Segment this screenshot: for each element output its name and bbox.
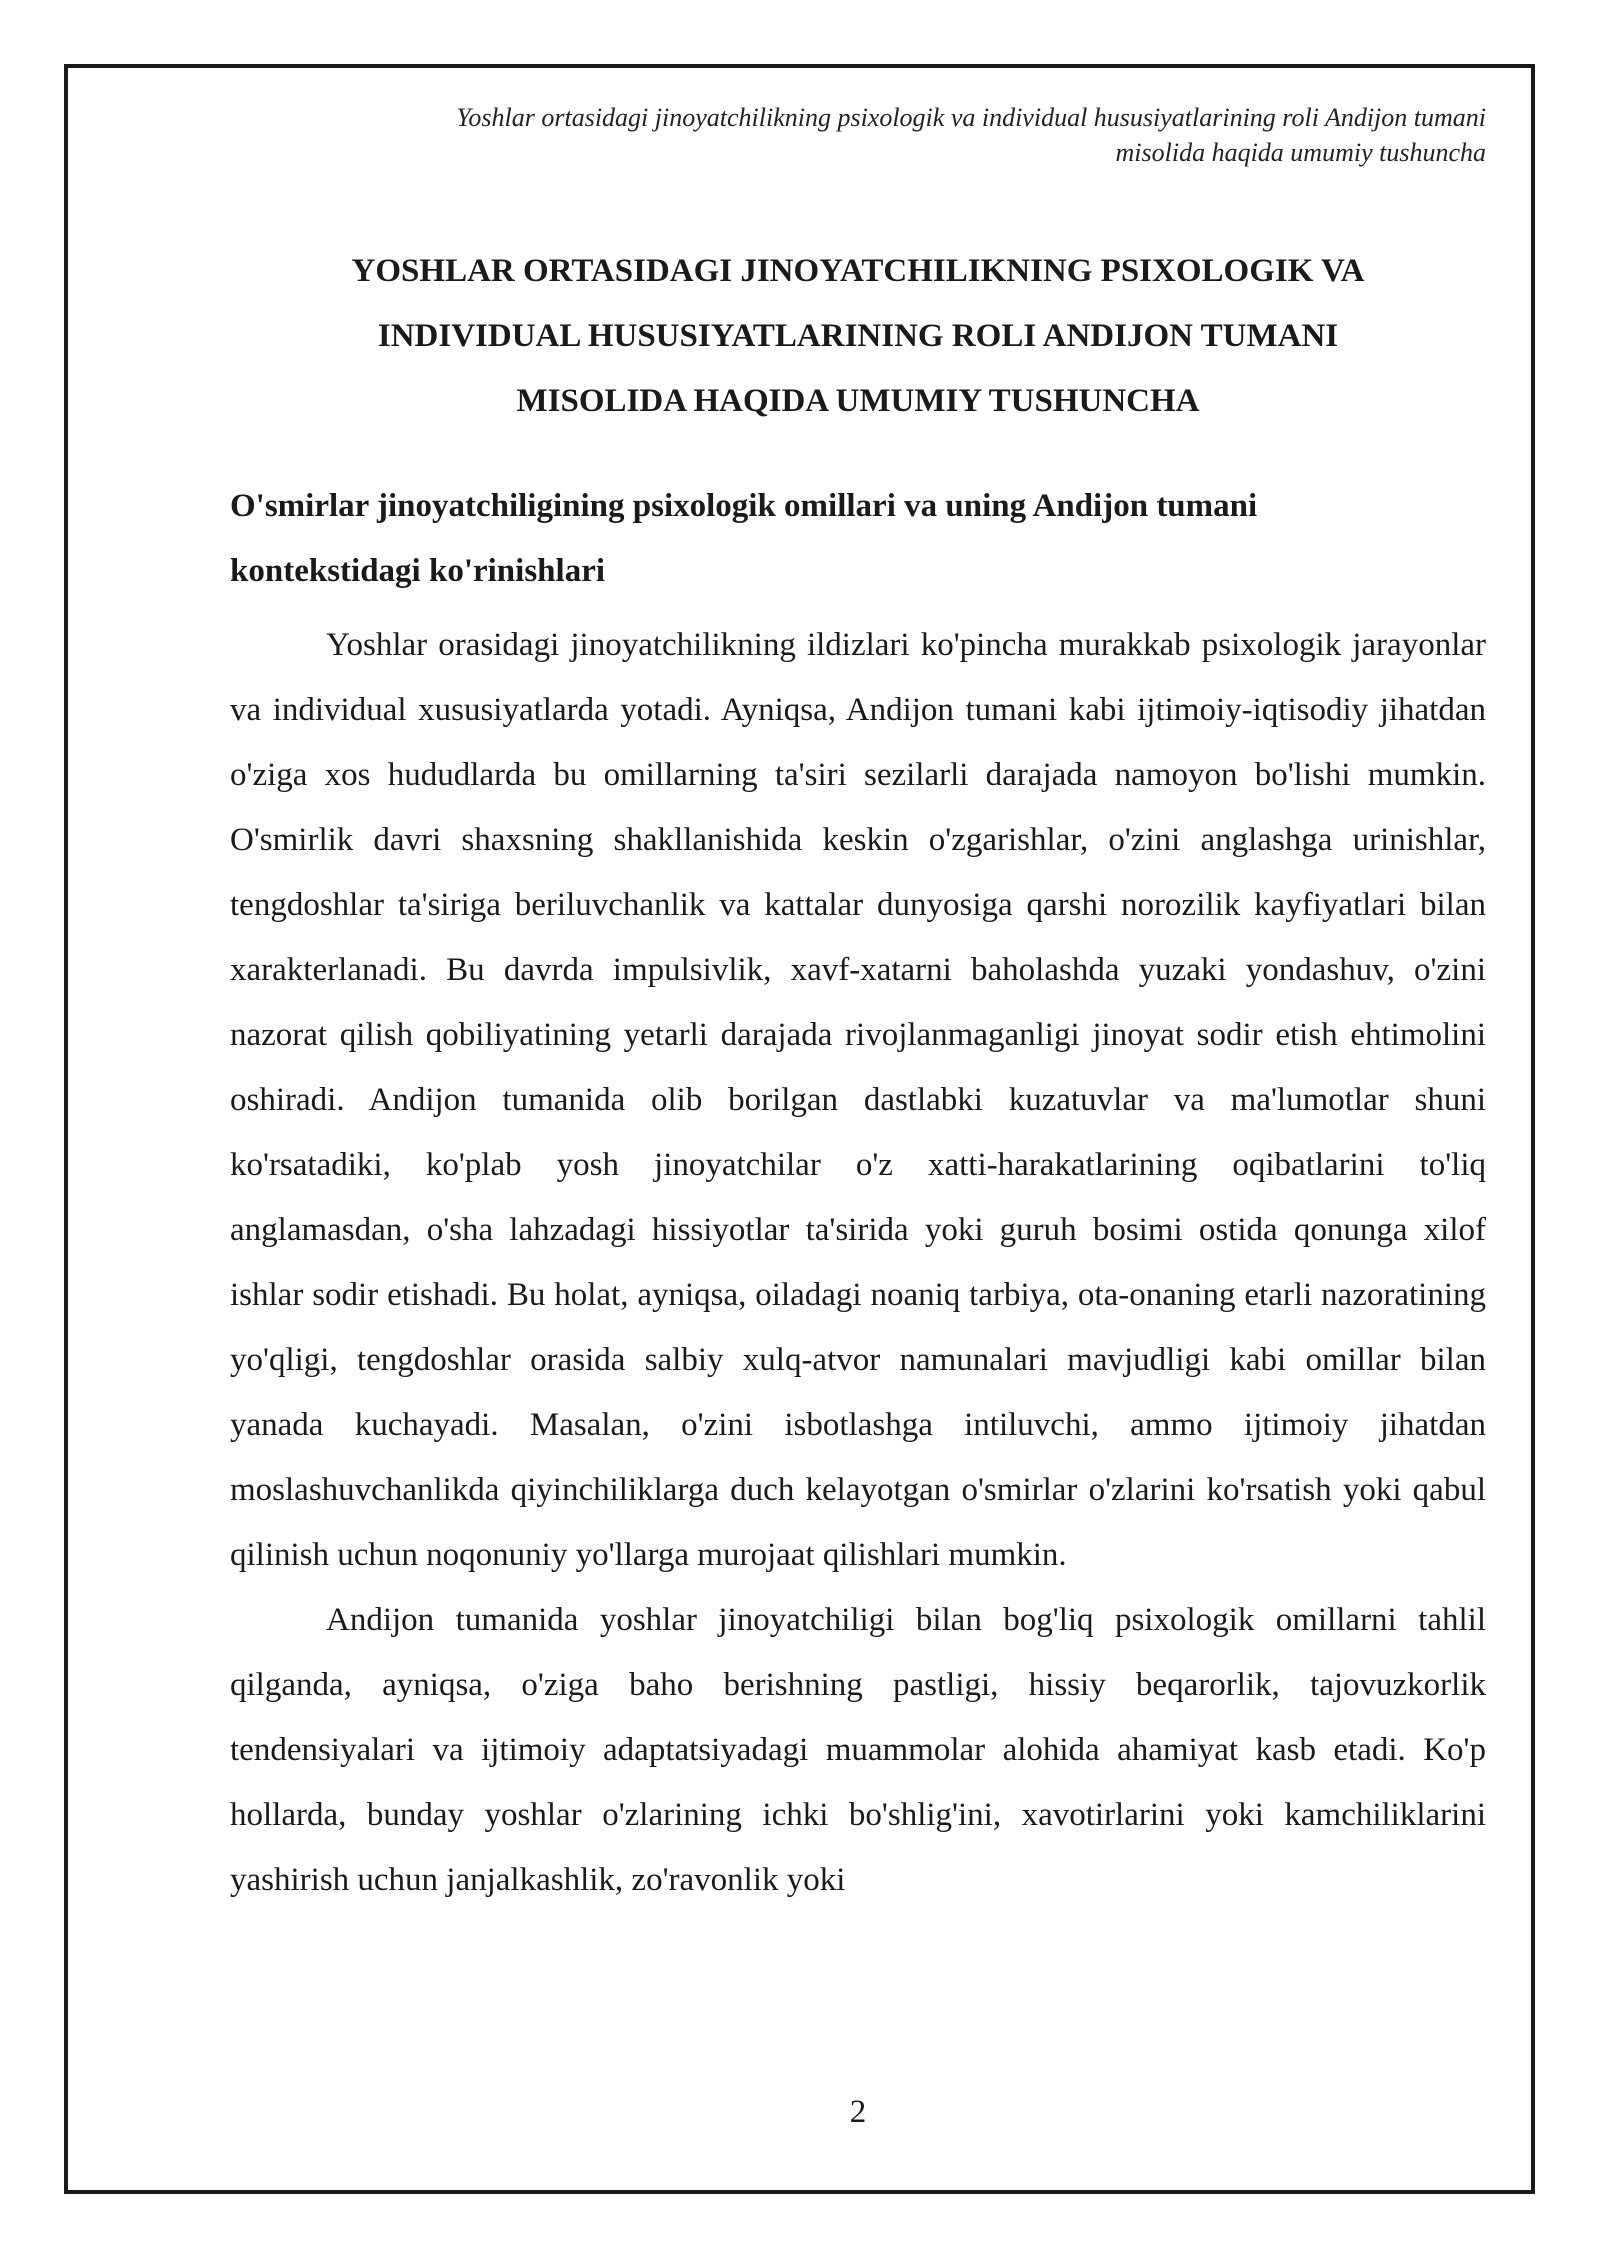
section-heading-line-1: O'smirlar jinoyatchiligining psixologik omillari va uning Andijon tumani — [230, 488, 1258, 524]
running-header-line-2: misolida haqida umumiy tushuncha — [1115, 138, 1486, 167]
document-title-line-3: MISOLIDA HAQIDA UMUMIY TUSHUNCHA — [516, 383, 1200, 419]
paragraph-2: Andijon tumanida yoshlar jinoyatchiligi bilan bog'liq psixologik omillarni tahlil qilganda, ayniqsa, o'ziga baho berishning pastligi, hissiy beqarorlik, tajovuzkorlik tendensiyalari va ijtimoiy adaptatsiyadagi muammolar alohida ahamiyat kasb etadi. Ko'p hollarda, bunday yoshlar o'zlarining ichki bo'shlig'ini, xavotirlarini yoki kamchiliklarini yashirish uchun janjalkashlik, zo'ravonlik yoki — [230, 1602, 1486, 1898]
document-title-line-1: YOSHLAR ORTASIDAGI JINOYATCHILIKNING PSIXOLOGIK VA — [351, 253, 1365, 289]
document-title — [230, 239, 1486, 434]
body-text — [230, 613, 1486, 1913]
paragraph-1: Yoshlar orasidagi jinoyatchilikning ildizlari ko'pincha murakkab psixologik jarayonlar va individual xususiyatlarda yotadi. Ayniqsa, Andijon tumani kabi ijtimoiy-iqtisodiy jihatdan o'ziga xos hududlarda bu omillarning ta'siri sezilarli darajada namoyon bo'lishi mumkin. O'smirlik davri shaxsning shakllanishida keskin o'zgarishlar, o'zini anglashga urinishlar, tengdoshlar ta'siriga beriluvchanlik va kattalar dunyosiga qarshi norozilik kayfiyatlari bilan xarakterlanadi. Bu davrda impulsivlik, xavf-xatarni baholashda yuzaki yondashuv, o'zini nazorat qilish qobiliyatining yetarli darajada rivojlanmaganligi jinoyat sodir etish ehtimolini oshiradi. Andijon tumanida olib borilgan dastlabki kuzatuvlar va ma'lumotlar shuni ko'rsatadiki, ko'plab yosh jinoyatchilar o'z xatti-harakatlarining oqibatlarini to'liq anglamasdan, o'sha lahzadagi hissiyotlar ta'sirida yoki guruh bosimi ostida qonunga xilof ishlar sodir etishadi. Bu holat, ayniqsa, oiladagi noaniq tarbiya, ota-onaning etarli nazoratining yo'qligi, tengdoshlar orasida salbiy xulq-atvor namunalari mavjudligi kabi omillar bilan yanada kuchayadi. Masalan, o'zini isbotlashga intiluvchi, ammo ijtimoiy jihatdan moslashuvchanlikda qiyinchiliklarga duch kelayotgan o'smirlar o'zlarini ko'rsatish yoki qabul qilinish uchun noqonuniy yo'llarga murojaat qilishlari mumkin. — [230, 627, 1486, 1573]
document-title-line-2: INDIVIDUAL HUSUSIYATLARINING ROLI ANDIJON TUMANI — [377, 318, 1339, 354]
page-number: 2 — [849, 2094, 867, 2130]
section-heading-line-2: kontekstidagi ko'rinishlari — [230, 553, 606, 589]
running-header — [230, 100, 1486, 170]
section-heading — [230, 474, 1486, 604]
running-header-line-1: Yoshlar ortasidagi jinoyatchilikning psixologik va individual hususiyatlarining roli Andijon tumani — [456, 103, 1486, 132]
